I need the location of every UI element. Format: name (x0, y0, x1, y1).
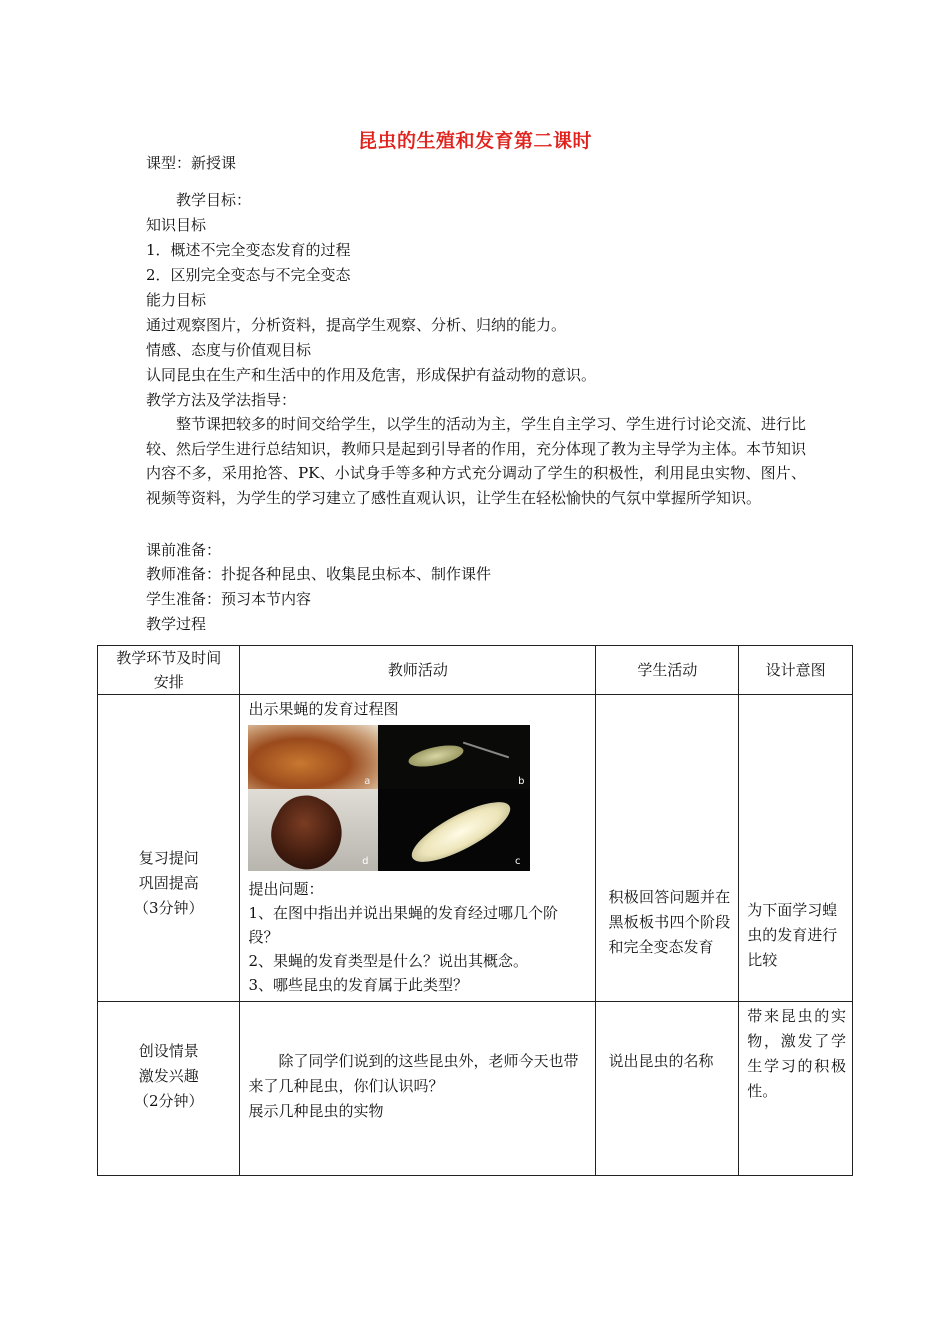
lesson-plan-table (97, 645, 853, 1176)
student-prep: 学生准备：预习本节内容 (146, 590, 312, 608)
emotion-text: 认同昆虫在生产和生活中的作用及危害，形成保护有益动物的意识。 (146, 366, 597, 384)
intent-cell (739, 695, 853, 1002)
questions-heading: 提出问题： (248, 880, 324, 898)
ability-heading: 能力目标 (146, 291, 207, 309)
stage-line: （2分钟） (133, 1092, 204, 1110)
stage-line: 激发兴趣 (138, 1067, 199, 1085)
stage-line: 复习提问 (138, 848, 199, 867)
goals-heading: 教学目标： (176, 191, 252, 209)
student-activity-text: 说出昆虫的名称 (608, 1052, 714, 1070)
table-row (98, 695, 853, 1002)
stage-line: （3分钟） (133, 898, 204, 917)
emotion-heading: 情感、态度与价值观目标 (146, 341, 312, 359)
knowledge-item: 2．区别完全变态与不完全变态 (146, 266, 351, 284)
teacher-text: 除了同学们说到的这些昆虫外，老师今天也带来了几种昆虫，你们认识吗？ (248, 1052, 579, 1095)
teacher-prep: 教师准备：扑捉各种昆虫、收集昆虫标本、制作课件 (146, 565, 492, 583)
larva-photo (378, 789, 530, 871)
intent-text: 为下面学习蝗虫的发育进行比较 (747, 901, 838, 969)
header-intent: 设计意图 (739, 646, 853, 695)
knowledge-item: 1．概述不完全变态发育的过程 (146, 241, 351, 259)
method-paragraph: 整节课把较多的时间交给学生，以学生的活动为主，学生自主学习、学生进行讨论交流、进行比较、然后学生进行总结知识，教师只是起到引导者的作用，充分体现了教为主导学为主体。本节知识内容不多，采用抢答、PK、小试身手等多种方式充分调动了学生的积极性，利用昆虫实物、图片、视频等资料，为学生的学习建立了感性直观认识，让学生在轻松愉快的气氛中掌握所学知识。 (146, 415, 807, 507)
header-student: 学生活动 (596, 646, 739, 695)
pupa-photo (248, 789, 378, 871)
table-header-row (98, 646, 853, 695)
stage-line: 创设情景 (138, 1042, 199, 1060)
header-teacher: 教师活动 (240, 646, 596, 695)
student-activity-text: 积极回答问题并在黑板板书四个阶段和完全变态发育 (608, 888, 731, 956)
photo-label: a (364, 776, 371, 787)
photo-label: b (518, 776, 525, 787)
teacher-activity-cell (240, 695, 596, 1002)
stage-cell (98, 695, 240, 1002)
question-item: 1、在图中指出并说出果蝇的发育经过哪几个阶段？ (248, 904, 558, 946)
stage-cell (98, 1002, 240, 1176)
photo-label: d (362, 856, 369, 867)
egg-photo (378, 725, 530, 789)
process-heading: 教学过程 (146, 615, 207, 633)
method-heading: 教学方法及学法指导： (146, 391, 297, 409)
lesson-type: 课型：新授课 (146, 154, 237, 172)
knowledge-heading: 知识目标 (146, 216, 207, 234)
student-activity-cell (596, 695, 739, 1002)
intent-text: 带来昆虫的实物，激发了学生学习的积极性。 (747, 1007, 846, 1100)
ability-text: 通过观察图片，分析资料，提高学生观察、分析、归纳的能力。 (146, 316, 567, 334)
student-activity-cell (596, 1002, 739, 1176)
stage-line: 巩固提高 (138, 873, 199, 892)
photo-label: c (514, 856, 521, 867)
fruit-fly-development-image (248, 725, 530, 871)
intent-cell (739, 1002, 853, 1176)
teacher-show: 展示几种昆虫的实物 (248, 1102, 384, 1120)
adult-fly-photo (248, 725, 378, 789)
document-title: 昆虫的生殖和发育第二课时 (357, 130, 592, 152)
teacher-activity-cell (240, 1002, 596, 1176)
question-item: 3、哪些昆虫的发育属于此类型？ (248, 976, 468, 994)
question-item: 2、果蝇的发育类型是什么？说出其概念。 (248, 952, 528, 970)
header-stage: 教学环节及时间安排 (98, 646, 240, 695)
table-row (98, 1002, 853, 1176)
prep-heading: 课前准备： (146, 541, 222, 559)
teacher-intro: 出示果蝇的发育过程图 (248, 700, 399, 718)
